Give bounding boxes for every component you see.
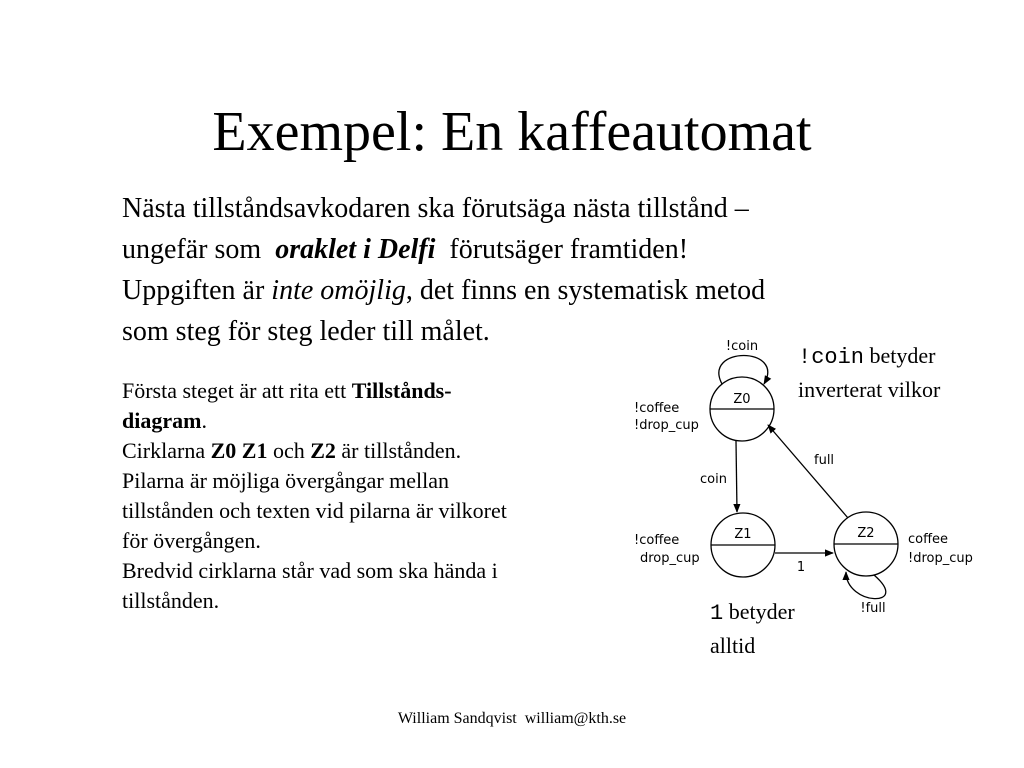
edge-z0-z1 (736, 441, 737, 512)
output-z0-dropcup: !drop_cup (634, 418, 699, 433)
note-text: betyder (869, 343, 936, 368)
note-coin-code: !coin (798, 345, 865, 370)
intro-text: förutsäger framtiden! (449, 234, 689, 265)
state-z2-label: Z2 (857, 526, 875, 541)
body-text: Första steget är att rita ett (122, 378, 347, 403)
intro-text: ungefär som (122, 234, 262, 265)
output-z2-coffee: coffee (908, 532, 949, 547)
intro-line-4: som steg för steg leder till målet. (122, 316, 490, 347)
note-one (710, 596, 795, 662)
body-text: . (201, 408, 207, 433)
slide-title: Exempel: En kaffeautomat (212, 101, 812, 163)
note-coin-line-1 (798, 340, 940, 374)
note-text: betyder (728, 599, 795, 624)
note-one-line-2: alltid (710, 633, 756, 658)
edge-label-z0-z1: coin (700, 472, 727, 487)
edge-label-z2-loop: !full (860, 601, 886, 616)
intro-line-1: Nästa tillståndsavkodaren ska förutsäga nästa tillstånd – (122, 193, 749, 224)
state-z0 (710, 377, 774, 441)
edge-label-z0-loop: !coin (725, 339, 759, 354)
state-z1-label: Z1 (734, 527, 752, 542)
body-bold: Tillstånds- (351, 378, 452, 403)
output-z0-coffee: !coffee (634, 401, 680, 416)
intro-text: , det finns en systematisk metod (405, 275, 766, 306)
edge-label-z1-z2: 1 (796, 560, 806, 575)
state-z2 (834, 512, 898, 576)
body-text: är tillstånden. (341, 438, 462, 463)
body-line-5: tillstånden och texten vid pilarna är vilkoret (122, 498, 507, 523)
body-bold: Z2 (310, 438, 336, 463)
body-bold: diagram (122, 408, 202, 433)
intro-text: Uppgiften är (122, 275, 265, 306)
output-z1-dropcup: drop_cup (640, 551, 700, 566)
intro-emphasis-oracle: oraklet i Delfi (275, 234, 436, 265)
intro-emphasis-impossible: inte omöjlig (271, 275, 406, 306)
note-one-code: 1 (710, 601, 724, 626)
body-text: Cirklarna (122, 438, 206, 463)
note-coin (798, 340, 940, 406)
body-line-6: för övergången. (122, 528, 261, 553)
state-z1 (711, 513, 775, 577)
output-z1-coffee: !coffee (634, 533, 680, 548)
body-text: och (272, 438, 305, 463)
body-line-8: tillstånden. (122, 588, 220, 613)
edge-z2-z0 (768, 425, 848, 518)
footer-author: William Sandqvist william@kth.se (397, 710, 627, 727)
body-line-7: Bredvid cirklarna står vad som ska hända i (122, 558, 498, 583)
edge-label-z2-z0: full (814, 453, 835, 468)
state-z0-label: Z0 (733, 392, 751, 407)
body-bold: Z0 Z1 (210, 438, 268, 463)
body-line-4: Pilarna är möjliga övergångar mellan (122, 468, 450, 493)
output-z2-dropcup: !drop_cup (908, 551, 973, 566)
note-one-line-1 (710, 596, 795, 630)
note-coin-line-2: inverterat vilkor (798, 377, 941, 402)
